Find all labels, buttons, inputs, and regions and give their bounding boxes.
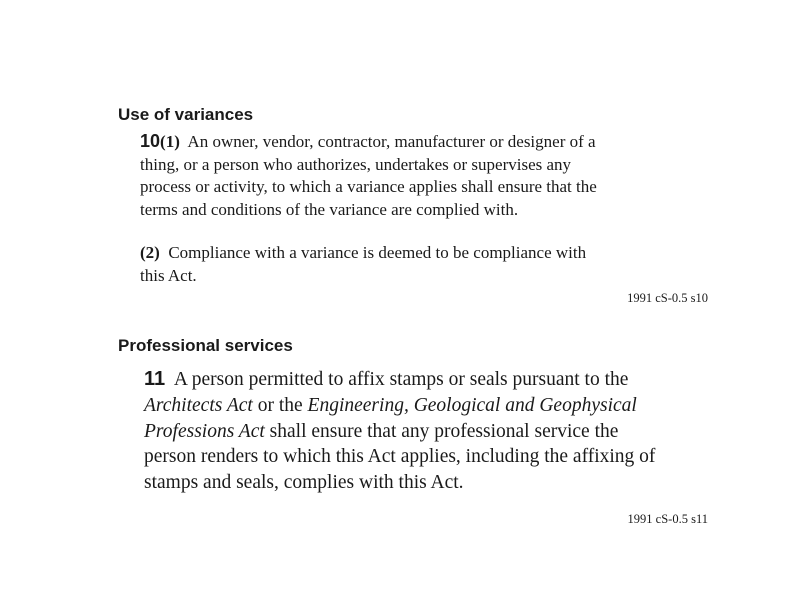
section-11-text [144, 367, 655, 496]
text: Compliance with a variance is deemed to be compliance with [168, 243, 587, 262]
act-name: Architects Act [144, 394, 253, 416]
section-number: 10 [140, 131, 161, 151]
text-line [140, 242, 586, 265]
citation: 1991 cS-0.5 s10 [627, 291, 708, 305]
text: shall ensure that any professional service the [264, 420, 619, 442]
text-line: terms and conditions of the variance are complied with. [140, 199, 519, 219]
text-line: stamps and seals, complies with this Act. [144, 472, 464, 494]
subsection-number: (1) [160, 132, 180, 151]
subsection-number: (2) [140, 243, 160, 262]
text: or the [252, 394, 308, 416]
text-line: process or activity, to which a variance applies shall ensure that the [140, 177, 597, 196]
text-line: thing, or a person who authorizes, undertakes or supervises any [140, 154, 572, 174]
text-line [140, 130, 597, 154]
section-number: 11 [144, 368, 166, 390]
section-heading-use-of-variances: Use of variances [118, 105, 254, 124]
section-10-subsection-1 [140, 130, 597, 221]
section-heading-professional-services: Professional services [118, 336, 293, 355]
text: A person permitted to affix stamps or seals pursuant to the [173, 369, 629, 390]
text-line [144, 393, 655, 419]
section-10-subsection-2 [140, 242, 586, 287]
text-line: person renders to which this Act applies, including the affixing of [144, 446, 656, 468]
text-line: this Act. [140, 265, 197, 285]
text-line [144, 419, 655, 445]
citation: 1991 cS-0.5 s11 [627, 512, 708, 526]
act-name: Engineering, Geological and Geophysical [307, 394, 637, 416]
text: An owner, vendor, contractor, manufacturer or designer of a [187, 132, 596, 151]
act-name: Professions Act [144, 420, 265, 442]
text-line [144, 367, 655, 393]
